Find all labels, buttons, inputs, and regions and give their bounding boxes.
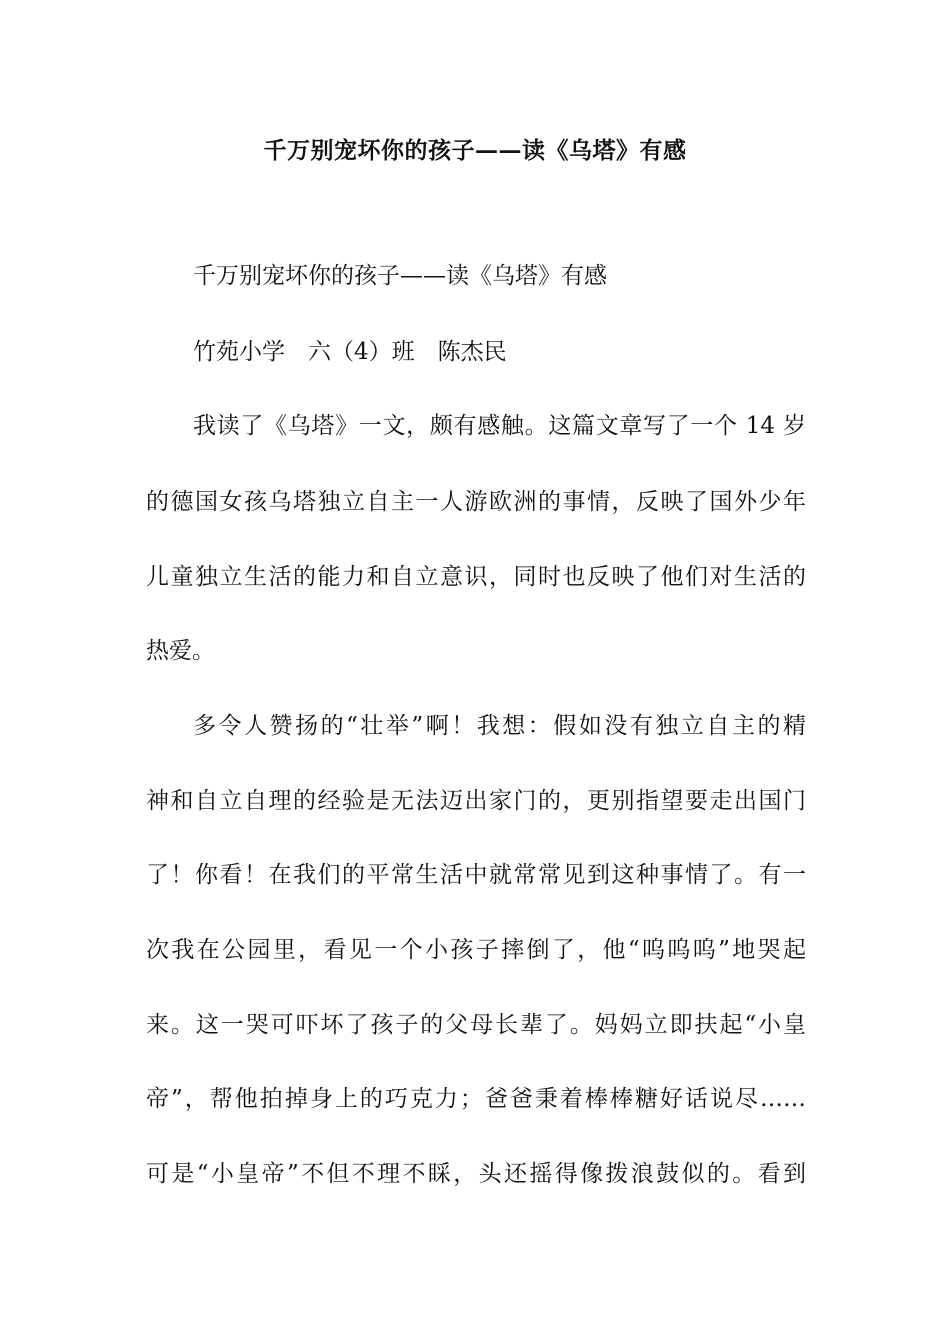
paragraph2-line: 帝”，帮他拍掉身上的巧克力；爸爸秉着棒棒糖好话说尽…… <box>146 1086 806 1112</box>
paragraph1-line: 热爱。 <box>146 638 215 664</box>
author-byline: 竹苑小学 六（4）班 陈杰民 <box>193 339 507 365</box>
document-title: 千万别宠坏你的孩子——读《乌塔》有感 <box>263 137 687 164</box>
paragraph2-line: 来。这一哭可吓坏了孩子的父母长辈了。妈妈立即扶起“小皇 <box>146 1012 806 1038</box>
paragraph2-line: 神和自立自理的经验是无法迈出家门的，更别指望要走出国门 <box>146 788 806 814</box>
paragraph2-line: 次我在公园里，看见一个小孩子摔倒了，他“呜呜呜”地哭起 <box>146 937 806 963</box>
paragraph2-line: 了！你看！在我们的平常生活中就常常见到这种事情了。有一 <box>146 862 806 888</box>
paragraph1-line: 儿童独立生活的能力和自立意识，同时也反映了他们对生活的 <box>146 564 806 590</box>
paragraph2-line: 多令人赞扬的“壮举”啊！我想：假如没有独立自主的精 <box>193 713 806 739</box>
paragraph2-line: 可是“小皇帝”不但不理不睬，头还摇得像拨浪鼓似的。看到 <box>146 1161 806 1187</box>
article-subtitle: 千万别宠坏你的孩子——读《乌塔》有感 <box>193 263 607 289</box>
paragraph1-line: 的德国女孩乌塔独立自主一人游欧洲的事情，反映了国外少年 <box>146 489 806 515</box>
paragraph1-line: 我读了《乌塔》一文，颇有感触。这篇文章写了一个 14 岁 <box>193 413 806 439</box>
